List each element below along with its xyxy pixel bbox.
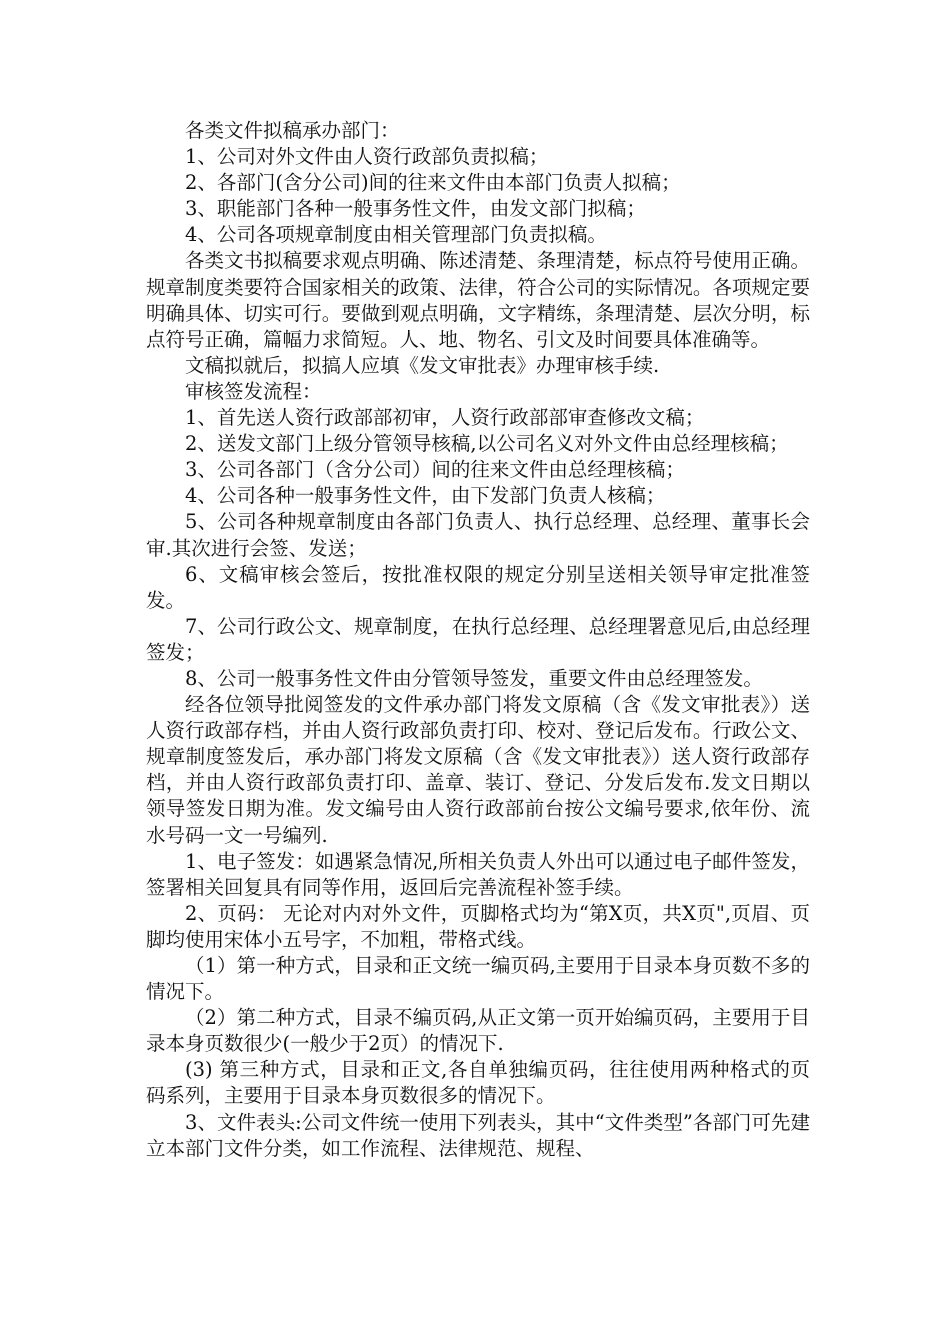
heading-drafting-departments: 各类文件拟稿承办部门： — [185, 119, 400, 142]
list-item-review-step: 7、公司行政公文、规章制度，在执行总经理、总经理署意见后,由总经理签发； — [146, 614, 810, 664]
list-item-general-affairs-docs: 3、职能部门各种一般事务性文件，由发文部门拟稿； — [185, 197, 646, 221]
list-item-interdepartment-docs: 2、各部门(含分公司)间的往来文件由本部门负责人拟稿； — [185, 171, 681, 195]
sub-item-page-numbering-method: （2）第二种方式，目录不编页码,从正文第一页开始编页码，主要用于目录本身页数很少(一般少于2页）的情况下. — [146, 1006, 810, 1056]
list-item-review-step: 3、公司各部门（含分公司）间的往来文件由总经理核稿； — [185, 458, 685, 482]
list-item-review-step: 5、公司各种规章制度由各部门负责人、执行总经理、总经理、董事长会审.其次进行会签、发送； — [146, 510, 810, 560]
paragraph-approval-form: 文稿拟就后，拟搞人应填《发文审批表》办理审核手续. — [185, 353, 660, 377]
list-item-review-step: 2、送发文部门上级分管领导核稿,以公司名义对外文件由总经理核稿； — [185, 432, 789, 456]
paragraph-drafting-requirements: 各类文书拟稿要求观点明确、陈述清楚、条理清楚，标点符号使用正确。规章制度类要符合国家相关的政策、法律，符合公司的实际情况。各项规定要明确具体、切实可行。要做到观点明确，文字精练，条理清楚、层次分明，标点符号正确，篇幅力求简短。人、地、物名、引文及时间要具体准确等。 — [146, 249, 810, 351]
paragraph-archiving-and-numbering: 经各位领导批阅签发的文件承办部门将发文原稿（含《发文审批表》）送人资行政部存档，并由人资行政部负责打印、校对、登记后发布。行政公文、规章制度签发后，承办部门将发文原稿（含《发文审批表》）送人资行政部存档，并由人资行政部负责打印、盖章、装订、登记、分发后发布.发文日期以领导签发日期为准。发文编号由人资行政部前台按公文编号要求,依年份、流水号码一文一号编列. — [146, 693, 810, 847]
sub-item-page-numbering-method: (3) 第三种方式，目录和正文,各自单独编页码，往往使用两种格式的页码系列，主要用于目录本身页数很多的情况下。 — [146, 1058, 810, 1108]
list-item-regulations-docs: 4、公司各项规章制度由相关管理部门负责拟稿。 — [185, 223, 607, 247]
list-item-external-docs: 1、公司对外文件由人资行政部负责拟稿； — [185, 145, 549, 169]
list-item-file-header: 3、文件表头:公司文件统一使用下列表头，其中“文件类型”各部门可先建立本部门文件分类，如工作流程、法律规范、规程、 — [146, 1110, 810, 1160]
list-item-review-step: 6、文稿审核会签后，按批准权限的规定分别呈送相关领导审定批准签发。 — [146, 562, 810, 612]
list-item-page-numbers: 2、页码： 无论对内对外文件，页脚格式均为“第X页，共X页",页眉、页脚均使用宋体小五号字，不加粗，带格式线。 — [146, 901, 810, 951]
list-item-electronic-signing: 1、电子签发：如遇紧急情况,所相关负责人外出可以通过电子邮件签发，签署相关回复具有同等作用，返回后完善流程补签手续。 — [146, 849, 810, 899]
list-item-review-step: 1、首先送人资行政部部初审，人资行政部部审查修改文稿； — [185, 406, 705, 430]
heading-review-process: 审核签发流程： — [185, 379, 322, 403]
list-item-review-step: 4、公司各种一般事务性文件，由下发部门负责人核稿； — [185, 484, 666, 508]
list-item-review-step: 8、公司一般事务性文件由分管领导签发，重要文件由总经理签发。 — [185, 666, 763, 690]
document-page — [146, 118, 810, 1162]
sub-item-page-numbering-method: （1）第一种方式，目录和正文统一编页码,主要用于目录本身页数不多的情况下。 — [146, 954, 810, 1004]
